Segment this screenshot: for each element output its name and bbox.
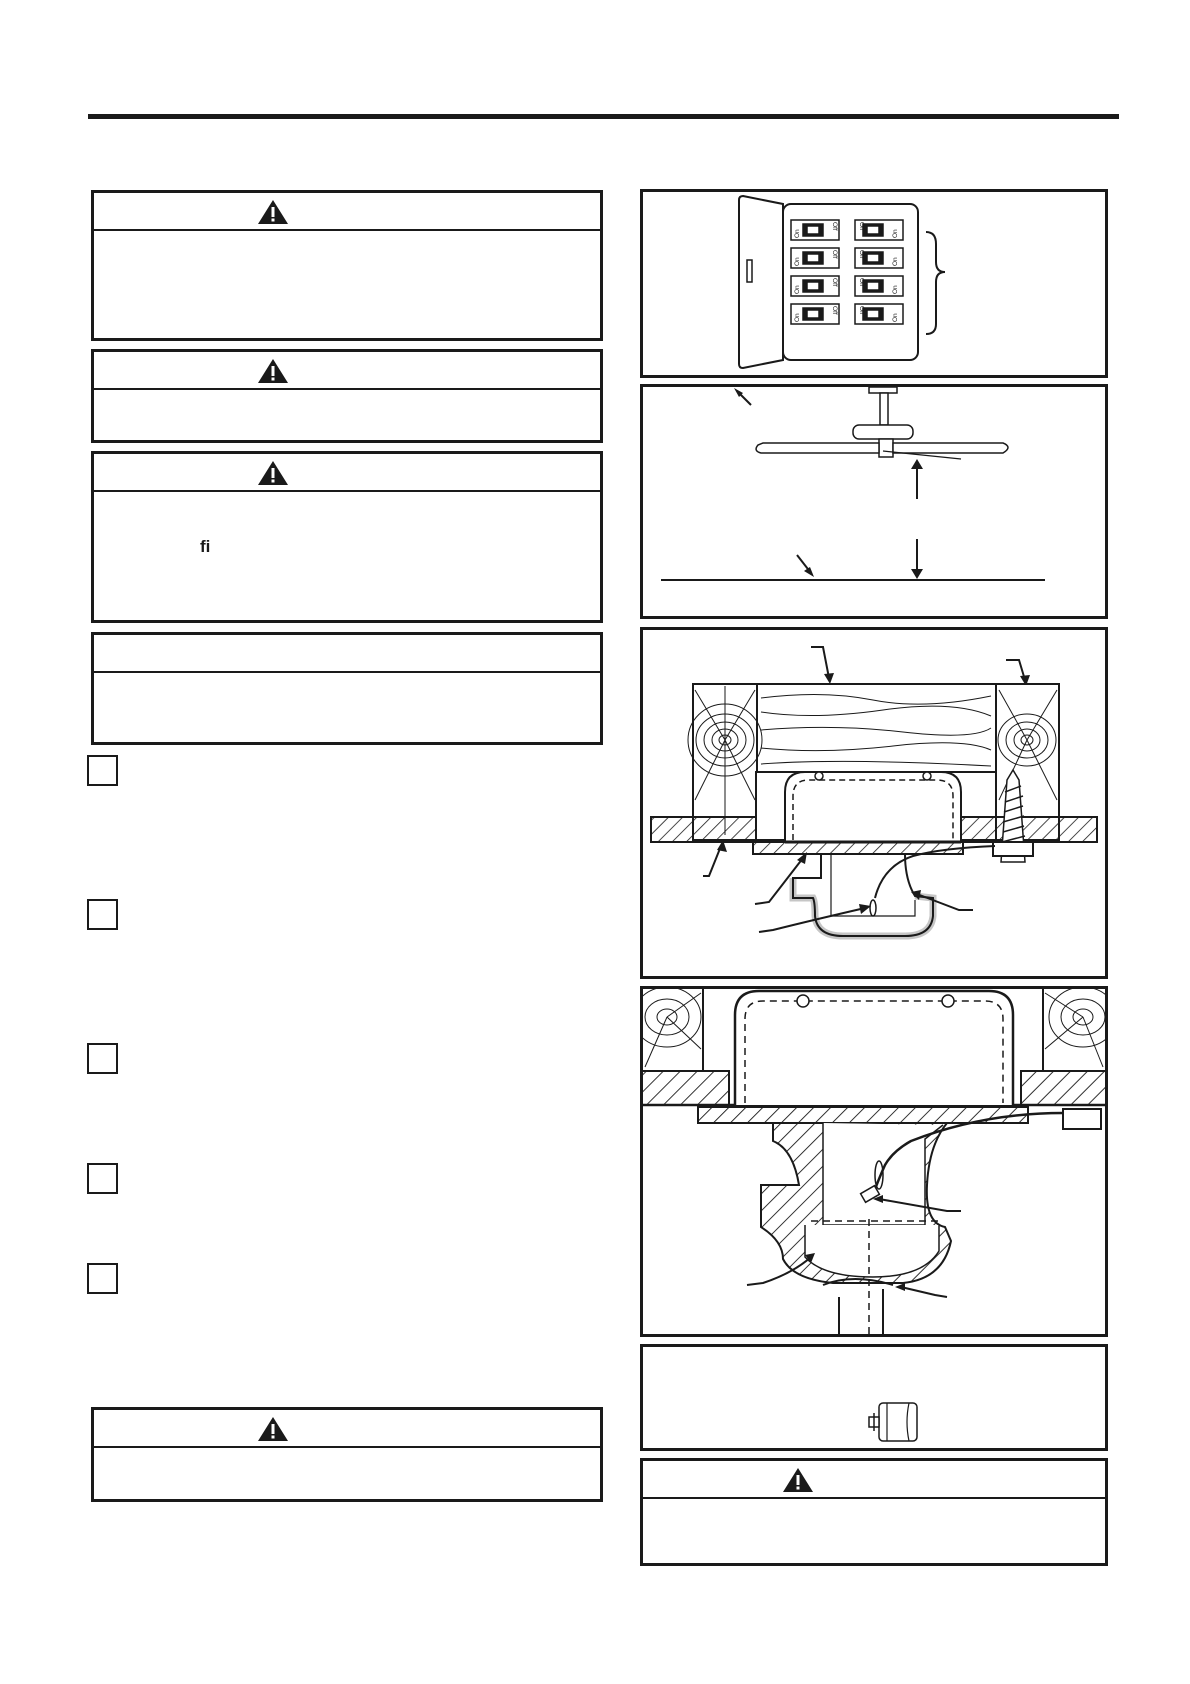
breaker-label-on: On xyxy=(892,313,899,322)
breaker-label-on: On xyxy=(892,285,899,294)
step-checkbox-4 xyxy=(87,1163,118,1194)
warning-box-2 xyxy=(91,349,603,443)
fan-clearance-illustration xyxy=(643,387,1105,616)
warning-header xyxy=(94,1410,600,1448)
notice-box xyxy=(91,632,603,745)
warning-triangle-icon xyxy=(257,460,289,486)
warning-triangle-icon xyxy=(257,1416,289,1442)
breaker-label-off: Off xyxy=(858,278,865,287)
step-checkbox-2 xyxy=(87,899,118,930)
figure-mount-detail xyxy=(640,986,1108,1337)
joist-mount-illustration xyxy=(643,630,1105,976)
warning-triangle-icon xyxy=(257,358,289,384)
breaker-label-off: Off xyxy=(831,222,838,231)
warning-box-5 xyxy=(91,1407,603,1502)
warning-box-1 xyxy=(91,190,603,341)
figure-joist-mount xyxy=(640,627,1108,979)
breaker-label-off: Off xyxy=(858,222,865,231)
breaker-label-off: Off xyxy=(831,278,838,287)
warning-header xyxy=(643,1461,1105,1499)
breaker-label-on: On xyxy=(892,257,899,266)
figure-fan-clearance xyxy=(640,384,1108,619)
notice-header xyxy=(94,635,600,673)
breaker-label-off: Off xyxy=(858,306,865,315)
mount-detail-illustration xyxy=(643,989,1105,1334)
warning-header xyxy=(94,193,600,231)
breaker-label-on: On xyxy=(794,229,801,238)
step-checkbox-3 xyxy=(87,1043,118,1074)
step-checkbox-1 xyxy=(87,755,118,786)
breaker-label-off: Off xyxy=(831,250,838,259)
header-rule xyxy=(88,114,1119,119)
breaker-label-off: Off xyxy=(858,250,865,259)
step-checkbox-5 xyxy=(87,1263,118,1294)
stray-ligature: fi xyxy=(200,537,211,556)
fastener-inset-illustration xyxy=(643,1347,1105,1448)
figure-fastener-inset xyxy=(640,1344,1108,1451)
breaker-label-off: Off xyxy=(831,306,838,315)
warning-triangle-icon xyxy=(782,1467,814,1493)
warning-box-3 xyxy=(91,451,603,623)
breaker-panel-illustration xyxy=(643,192,1105,375)
breaker-label-on: On xyxy=(794,313,801,322)
figure-breaker-panel xyxy=(640,189,1108,378)
breaker-label-on: On xyxy=(794,285,801,294)
warning-header xyxy=(94,454,600,492)
breaker-label-on: On xyxy=(794,257,801,266)
warning-header xyxy=(94,352,600,390)
breaker-label-on: On xyxy=(892,229,899,238)
warning-box-6 xyxy=(640,1458,1108,1566)
warning-triangle-icon xyxy=(257,199,289,225)
